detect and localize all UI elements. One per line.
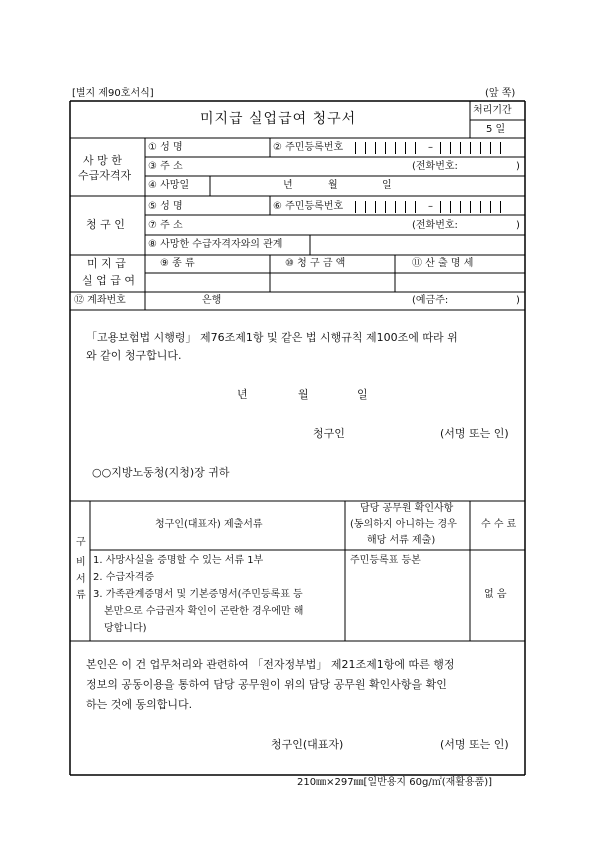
processing-period-value: 5 일 [486, 124, 506, 135]
consent-line-1: 본인은 이 건 업무처리와 관련하여 「전자정부법」 제21조제1항에 따른 행정 [86, 658, 455, 671]
documents-side-label-1: 구 [76, 537, 86, 548]
deceased-phone-label: (전화번호: [412, 161, 458, 172]
documents-col-verify-1: 담당 공무원 확인사항 [360, 503, 454, 514]
form-title: 미지급 실업급여 청구서 [200, 111, 357, 127]
claimant-rrn-label: ⑥ 주민등록번호 [273, 201, 344, 212]
deceased-section-label-2: 수급자격자 [78, 169, 132, 182]
document-item-2: 2. 수급자격증 [93, 572, 155, 583]
document-item-3-cont: 본만으로 수급권자 확인이 곤란한 경우에만 해 [104, 606, 304, 617]
statement-year: 년 [237, 388, 248, 401]
unpaid-col-amount: ⑩ 청 구 금 액 [285, 258, 346, 269]
verify-item: 주민등록표 등본 [350, 555, 421, 566]
account-holder-close: ) [516, 295, 520, 306]
unpaid-col-detail: ⑪ 산 출 명 세 [412, 258, 474, 269]
unpaid-col-type: ⑨ 종 류 [160, 258, 195, 269]
deceased-rrn-label: ② 주민등록번호 [273, 142, 344, 153]
paper-spec-footer: 210㎜×297㎜[일반용지 60g/㎡(재활용품)] [297, 777, 493, 788]
documents-col-fee: 수 수 료 [481, 519, 517, 530]
statement-signer: 청구인 [313, 427, 345, 440]
document-item-3-cont-2: 당합니다) [104, 623, 147, 634]
deceased-phone-close: ) [516, 161, 520, 172]
consent-line-2: 정보의 공동이용을 통하여 담당 공무원이 위의 담당 공무원 확인사항을 확인 [86, 678, 447, 691]
documents-side-label-4: 류 [76, 590, 86, 601]
death-date-label: ④ 사망일 [148, 180, 190, 191]
relation-label: ⑧ 사망한 수급자격자와의 관계 [148, 239, 283, 250]
fee-value: 없 음 [484, 589, 507, 600]
death-date-day: 일 [382, 180, 392, 191]
statement-day: 일 [357, 388, 368, 401]
death-date-year: 년 [283, 180, 293, 191]
statement-line-2: 와 같이 청구합니다. [86, 349, 182, 362]
claimant-name-label: ⑤ 성 명 [148, 201, 183, 212]
processing-period-label: 처리기간 [473, 105, 512, 116]
form-number: [별지 제90호서식] [72, 88, 154, 99]
account-label: ⑫ 계좌번호 [74, 295, 126, 306]
claimant-section-label: 청 구 인 [86, 218, 125, 231]
documents-side-label-2: 비 [76, 557, 86, 568]
addressee: ○○지방노동청(지청)장 귀하 [92, 466, 230, 479]
death-date-month: 월 [328, 180, 338, 191]
claimant-phone-close: ) [516, 220, 520, 231]
account-holder-label: (예금주: [412, 295, 449, 306]
documents-side-label-3: 서 [76, 574, 86, 585]
consent-sign-note: (서명 또는 인) [440, 738, 509, 751]
documents-col-submit: 청구인(대표자) 제출서류 [155, 519, 263, 530]
documents-col-verify-2: (동의하지 아니하는 경우 [350, 519, 457, 530]
page-side-label: (앞 쪽) [485, 88, 516, 99]
document-item-3: 3. 가족관계증명서 및 기본증명서(주민등록표 등 [93, 589, 303, 600]
statement-sign-note: (서명 또는 인) [440, 427, 509, 440]
account-bank: 은행 [202, 295, 222, 306]
claimant-rrn-dash: – [428, 201, 433, 212]
deceased-address-label: ③ 주 소 [148, 161, 183, 172]
unpaid-section-label-2: 실 업 급 여 [82, 274, 135, 287]
deceased-rrn-dash: – [428, 142, 433, 153]
consent-line-3: 하는 것에 동의합니다. [86, 698, 193, 711]
deceased-name-label: ① 성 명 [148, 142, 183, 153]
statement-line-1: 「고용보험법 시행령」 제76조제1항 및 같은 법 시행규칙 제100조에 따라 위 [86, 331, 458, 344]
document-item-1: 1. 사망사실을 증명할 수 있는 서류 1부 [93, 555, 264, 566]
claimant-address-label: ⑦ 주 소 [148, 220, 183, 231]
deceased-section-label: 사 망 한 [83, 154, 122, 167]
documents-col-verify-3: 해당 서류 제출) [367, 535, 436, 546]
statement-month: 월 [298, 388, 309, 401]
claimant-phone-label: (전화번호: [412, 220, 458, 231]
unpaid-section-label: 미 지 급 [87, 257, 126, 270]
consent-signer: 청구인(대표자) [271, 738, 344, 751]
